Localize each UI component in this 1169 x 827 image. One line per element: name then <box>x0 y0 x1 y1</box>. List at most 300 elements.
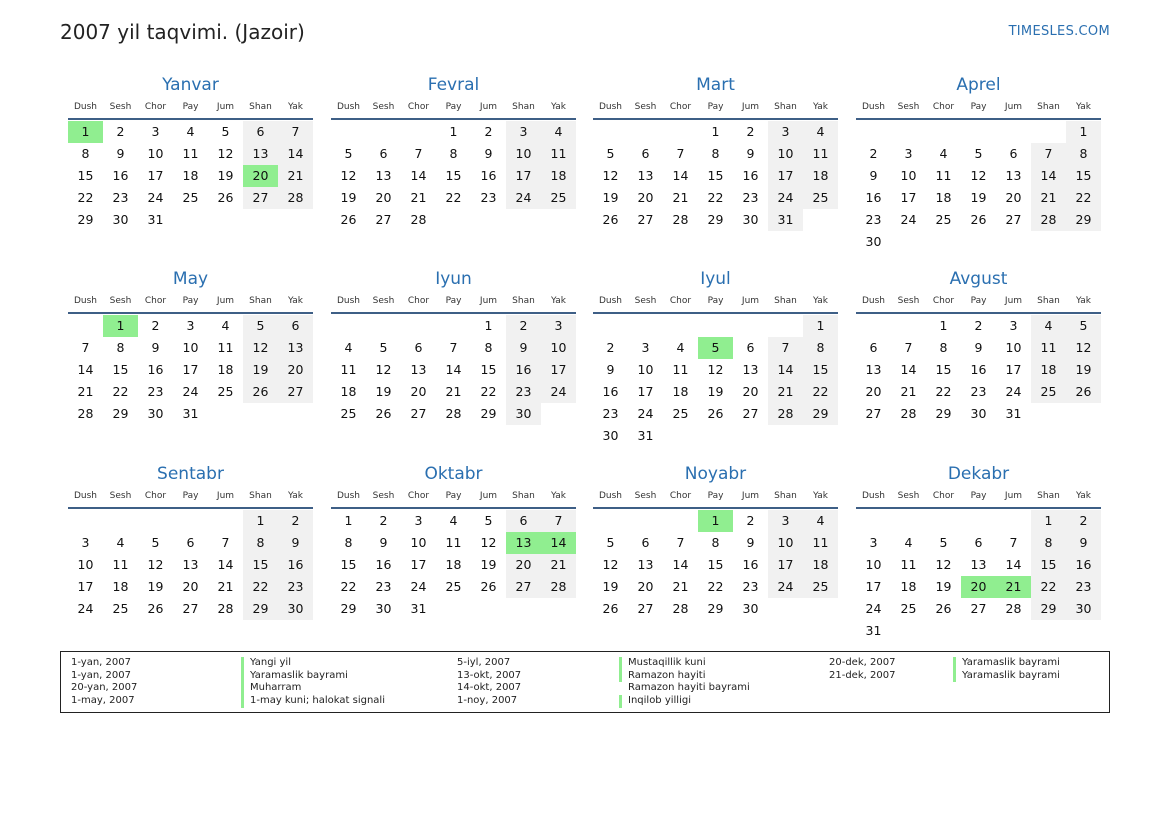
day-cell: 26 <box>217 190 234 205</box>
day-grid <box>68 510 313 620</box>
day-cell: 14 <box>77 362 94 377</box>
day-cell: 7 <box>541 510 576 532</box>
day-cell: 2 <box>151 318 160 333</box>
day-cell: 9 <box>379 535 388 550</box>
day-cell: 19 <box>480 557 497 572</box>
day-cell: 17 <box>506 165 541 187</box>
day-cell: 24 <box>506 187 541 209</box>
day-cell: 27 <box>1005 212 1022 227</box>
weekday-label: Jum <box>479 296 498 306</box>
weekday-header <box>856 96 1101 120</box>
day-cell: 31 <box>182 406 199 421</box>
day-cell: 5 <box>606 146 615 161</box>
holiday-day: 13 <box>506 532 541 554</box>
day-cell: 14 <box>768 359 803 381</box>
day-cell: 4 <box>541 121 576 143</box>
day-cell: 12 <box>243 337 278 359</box>
day-cell: 30 <box>375 601 392 616</box>
weekday-label: Dush <box>861 296 886 306</box>
day-cell: 28 <box>672 212 689 227</box>
day-cell: 11 <box>1031 337 1066 359</box>
day-cell: 15 <box>1031 554 1066 576</box>
day-cell: 22 <box>1031 576 1066 598</box>
empty-cell <box>926 121 961 143</box>
day-cell: 25 <box>182 190 199 205</box>
weekday-label: Chor <box>407 491 430 501</box>
day-cell: 30 <box>1066 598 1101 620</box>
day-cell: 12 <box>375 362 392 377</box>
day-grid <box>593 315 838 447</box>
day-cell: 27 <box>410 406 427 421</box>
weekday-header <box>856 485 1101 509</box>
weekday-label: Pay <box>182 491 199 501</box>
day-cell: 22 <box>243 576 278 598</box>
day-cell: 17 <box>182 362 199 377</box>
legend-date: 20-yan, 2007 <box>71 682 138 694</box>
weekday-label: Yak <box>551 102 566 112</box>
day-cell: 30 <box>742 601 759 616</box>
day-cell: 12 <box>480 535 497 550</box>
month-avgust <box>856 268 1101 425</box>
weekday-label: Yak <box>551 296 566 306</box>
day-cell: 5 <box>939 535 948 550</box>
empty-cell <box>856 315 891 337</box>
day-cell: 2 <box>379 513 388 528</box>
day-cell: 16 <box>742 557 759 572</box>
weekday-label: Yak <box>813 102 828 112</box>
weekday-label: Sesh <box>109 102 132 112</box>
empty-cell <box>961 510 996 532</box>
day-cell: 25 <box>112 601 129 616</box>
day-cell: 9 <box>1066 532 1101 554</box>
day-cell: 3 <box>904 146 913 161</box>
day-cell: 11 <box>182 146 199 161</box>
day-cell: 30 <box>602 428 619 443</box>
day-cell: 27 <box>865 406 882 421</box>
legend-date: 1-yan, 2007 <box>71 657 131 668</box>
day-cell: 13 <box>865 362 882 377</box>
day-cell: 24 <box>541 381 576 403</box>
weekday-label: Pay <box>182 296 199 306</box>
day-cell: 2 <box>116 124 125 139</box>
weekday-label: Sesh <box>634 296 657 306</box>
day-grid <box>856 510 1101 642</box>
weekday-label: Sesh <box>634 102 657 112</box>
day-cell: 12 <box>970 168 987 183</box>
weekday-label: Jum <box>741 296 760 306</box>
day-cell: 8 <box>939 340 948 355</box>
day-cell: 23 <box>375 579 392 594</box>
day-cell: 7 <box>414 146 423 161</box>
day-cell: 11 <box>900 557 917 572</box>
empty-cell <box>208 510 243 532</box>
day-cell: 5 <box>344 146 353 161</box>
weekday-label: Dush <box>861 102 886 112</box>
day-cell: 15 <box>480 362 497 377</box>
day-cell: 9 <box>746 535 755 550</box>
legend-holiday-name: Mustaqillik kuni <box>619 657 750 670</box>
weekday-label: Jum <box>216 491 235 501</box>
empty-cell <box>436 315 471 337</box>
day-cell: 19 <box>602 579 619 594</box>
empty-cell <box>856 510 891 532</box>
empty-cell <box>138 510 173 532</box>
day-cell: 10 <box>410 535 427 550</box>
day-cell: 23 <box>278 576 313 598</box>
empty-cell <box>628 121 663 143</box>
day-cell: 26 <box>340 212 357 227</box>
weekday-label: Sesh <box>372 102 395 112</box>
day-cell: 19 <box>707 384 724 399</box>
empty-cell <box>401 121 436 143</box>
day-cell: 17 <box>900 190 917 205</box>
day-cell: 30 <box>742 212 759 227</box>
weekday-label: Pay <box>970 102 987 112</box>
empty-cell <box>331 315 366 337</box>
day-cell: 3 <box>81 535 90 550</box>
day-cell: 7 <box>1031 143 1066 165</box>
day-cell: 6 <box>278 315 313 337</box>
day-cell: 3 <box>506 121 541 143</box>
site-link[interactable]: TIMESLES.COM <box>1008 24 1110 39</box>
weekday-header <box>593 290 838 314</box>
day-cell: 10 <box>768 143 803 165</box>
day-cell: 18 <box>340 384 357 399</box>
day-cell: 4 <box>1031 315 1066 337</box>
day-cell: 21 <box>672 579 689 594</box>
day-grid <box>856 121 1101 253</box>
weekday-label: Chor <box>144 102 167 112</box>
day-cell: 9 <box>116 146 125 161</box>
day-cell: 17 <box>541 359 576 381</box>
day-cell: 11 <box>112 557 129 572</box>
day-cell: 10 <box>147 146 164 161</box>
day-cell: 8 <box>803 337 838 359</box>
weekday-label: Dush <box>73 102 98 112</box>
day-cell: 13 <box>742 362 759 377</box>
day-cell: 2 <box>746 124 755 139</box>
month-name: Sentabr <box>157 464 224 484</box>
day-cell: 24 <box>900 212 917 227</box>
day-cell: 14 <box>410 168 427 183</box>
day-grid <box>593 121 838 231</box>
day-cell: 19 <box>340 190 357 205</box>
day-cell: 2 <box>746 513 755 528</box>
legend-holiday-name: Ramazon hayiti bayrami <box>628 682 750 694</box>
day-cell: 30 <box>278 598 313 620</box>
day-cell: 11 <box>803 532 838 554</box>
day-cell: 9 <box>974 340 983 355</box>
weekday-label: Pay <box>182 102 199 112</box>
empty-cell <box>366 315 401 337</box>
day-cell: 22 <box>340 579 357 594</box>
weekday-header <box>331 96 576 120</box>
day-cell: 30 <box>865 234 882 249</box>
day-cell: 9 <box>606 362 615 377</box>
legend-date: 5-iyl, 2007 <box>457 657 511 668</box>
day-cell: 26 <box>480 579 497 594</box>
day-cell: 5 <box>606 535 615 550</box>
weekday-label: Dush <box>861 491 886 501</box>
day-cell: 15 <box>803 359 838 381</box>
month-oktabr <box>331 463 576 620</box>
weekday-label: Sesh <box>109 491 132 501</box>
empty-cell <box>856 121 891 143</box>
day-cell: 25 <box>672 406 689 421</box>
holiday-legend <box>60 651 1110 713</box>
legend-dates-column <box>457 657 521 708</box>
month-name: Iyul <box>700 269 731 289</box>
day-cell: 17 <box>768 554 803 576</box>
day-cell: 14 <box>217 557 234 572</box>
day-cell: 28 <box>672 601 689 616</box>
day-cell: 13 <box>182 557 199 572</box>
day-cell: 16 <box>278 554 313 576</box>
empty-cell <box>926 510 961 532</box>
day-grid <box>68 121 313 231</box>
day-cell: 28 <box>768 403 803 425</box>
day-cell: 24 <box>147 190 164 205</box>
day-cell: 6 <box>506 510 541 532</box>
weekday-label: Shan <box>249 296 272 306</box>
day-cell: 18 <box>672 384 689 399</box>
weekday-label: Pay <box>707 296 724 306</box>
day-cell: 3 <box>869 535 878 550</box>
day-cell: 30 <box>506 403 541 425</box>
day-cell: 21 <box>768 381 803 403</box>
day-cell: 2 <box>606 340 615 355</box>
day-cell: 31 <box>865 623 882 638</box>
weekday-label: Pay <box>445 102 462 112</box>
day-cell: 27 <box>506 576 541 598</box>
day-cell: 2 <box>278 510 313 532</box>
day-cell: 8 <box>711 535 720 550</box>
day-cell: 26 <box>602 601 619 616</box>
day-cell: 1 <box>484 318 493 333</box>
day-cell: 20 <box>742 384 759 399</box>
day-cell: 1 <box>939 318 948 333</box>
day-cell: 25 <box>803 576 838 598</box>
legend-date: 1-yan, 2007 <box>71 669 131 681</box>
weekday-label: Chor <box>932 296 955 306</box>
day-cell: 7 <box>676 146 685 161</box>
month-name: Aprel <box>956 75 1001 95</box>
day-cell: 4 <box>939 146 948 161</box>
weekday-label: Jum <box>216 296 235 306</box>
day-cell: 21 <box>541 554 576 576</box>
day-cell: 6 <box>641 146 650 161</box>
day-cell: 8 <box>116 340 125 355</box>
day-cell: 23 <box>1066 576 1101 598</box>
day-cell: 13 <box>637 168 654 183</box>
day-cell: 6 <box>746 340 755 355</box>
empty-cell <box>663 510 698 532</box>
weekday-label: Yak <box>1076 296 1091 306</box>
day-cell: 24 <box>182 384 199 399</box>
day-cell: 26 <box>602 212 619 227</box>
month-mart <box>593 74 838 231</box>
weekday-label: Jum <box>1004 296 1023 306</box>
day-cell: 19 <box>243 359 278 381</box>
day-cell: 14 <box>278 143 313 165</box>
empty-cell <box>698 315 733 337</box>
empty-cell <box>593 315 628 337</box>
legend-dates-column <box>829 657 895 682</box>
weekday-label: Jum <box>1004 102 1023 112</box>
weekday-label: Shan <box>1037 491 1060 501</box>
day-cell: 23 <box>506 381 541 403</box>
empty-cell <box>366 121 401 143</box>
day-cell: 19 <box>935 579 952 594</box>
weekday-label: Dush <box>598 491 623 501</box>
day-cell: 10 <box>541 337 576 359</box>
day-cell: 16 <box>602 384 619 399</box>
empty-cell <box>733 315 768 337</box>
day-cell: 3 <box>186 318 195 333</box>
day-cell: 27 <box>182 601 199 616</box>
day-cell: 21 <box>410 190 427 205</box>
day-cell: 28 <box>541 576 576 598</box>
day-cell: 28 <box>217 601 234 616</box>
day-cell: 3 <box>541 315 576 337</box>
weekday-label: Yak <box>813 296 828 306</box>
month-aprel <box>856 74 1101 253</box>
day-cell: 23 <box>480 190 497 205</box>
day-cell: 15 <box>935 362 952 377</box>
day-cell: 25 <box>217 384 234 399</box>
weekday-label: Pay <box>445 296 462 306</box>
day-cell: 29 <box>340 601 357 616</box>
day-cell: 29 <box>707 601 724 616</box>
day-cell: 6 <box>974 535 983 550</box>
empty-cell <box>961 121 996 143</box>
day-cell: 27 <box>742 406 759 421</box>
day-cell: 20 <box>410 384 427 399</box>
weekday-label: Shan <box>774 102 797 112</box>
legend-date: 20-dek, 2007 <box>829 657 896 668</box>
weekday-label: Chor <box>669 296 692 306</box>
holiday-day: 1 <box>698 510 733 532</box>
legend-holiday-name: Yaramaslik bayrami <box>953 657 1060 670</box>
weekday-label: Shan <box>774 491 797 501</box>
day-cell: 29 <box>1031 598 1066 620</box>
day-cell: 13 <box>243 143 278 165</box>
day-cell: 1 <box>1066 121 1101 143</box>
day-cell: 1 <box>711 124 720 139</box>
legend-holiday-name: Inqilob yilligi <box>619 695 750 708</box>
day-cell: 17 <box>77 579 94 594</box>
weekday-label: Shan <box>1037 296 1060 306</box>
legend-holiday-name: Yaramaslik bayrami <box>953 670 1060 683</box>
month-name: Avgust <box>949 269 1008 289</box>
month-sentabr <box>68 463 313 620</box>
empty-cell <box>768 315 803 337</box>
month-name: Oktabr <box>424 464 483 484</box>
day-cell: 29 <box>707 212 724 227</box>
day-cell: 12 <box>217 146 234 161</box>
day-cell: 27 <box>637 601 654 616</box>
day-cell: 29 <box>77 212 94 227</box>
empty-cell <box>996 121 1031 143</box>
day-cell: 13 <box>375 168 392 183</box>
weekday-label: Chor <box>932 491 955 501</box>
day-cell: 14 <box>672 168 689 183</box>
day-cell: 31 <box>637 428 654 443</box>
weekday-label: Pay <box>707 491 724 501</box>
day-cell: 31 <box>768 209 803 231</box>
day-cell: 7 <box>1009 535 1018 550</box>
month-noyabr <box>593 463 838 620</box>
day-cell: 1 <box>243 510 278 532</box>
day-cell: 1 <box>803 315 838 337</box>
day-cell: 5 <box>1066 315 1101 337</box>
day-cell: 16 <box>865 190 882 205</box>
day-cell: 4 <box>676 340 685 355</box>
weekday-label: Yak <box>813 491 828 501</box>
day-cell: 3 <box>768 510 803 532</box>
empty-cell <box>628 510 663 532</box>
day-cell: 26 <box>375 406 392 421</box>
empty-cell <box>593 510 628 532</box>
day-cell: 12 <box>147 557 164 572</box>
day-cell: 28 <box>1031 209 1066 231</box>
weekday-label: Jum <box>479 102 498 112</box>
day-cell: 26 <box>935 601 952 616</box>
day-cell: 11 <box>340 362 357 377</box>
day-cell: 24 <box>865 601 882 616</box>
holiday-day: 20 <box>243 165 278 187</box>
day-cell: 12 <box>602 557 619 572</box>
month-dekabr <box>856 463 1101 642</box>
weekday-label: Shan <box>249 102 272 112</box>
day-cell: 23 <box>602 406 619 421</box>
day-cell: 29 <box>243 598 278 620</box>
day-cell: 4 <box>803 510 838 532</box>
empty-cell <box>663 121 698 143</box>
day-cell: 14 <box>900 362 917 377</box>
legend-date: 14-okt, 2007 <box>457 682 522 694</box>
day-cell: 27 <box>278 381 313 403</box>
day-cell: 28 <box>900 406 917 421</box>
legend-holiday-name: Yangi yil <box>241 657 385 670</box>
weekday-label: Chor <box>932 102 955 112</box>
day-cell: 18 <box>935 190 952 205</box>
day-cell: 19 <box>1066 359 1101 381</box>
day-cell: 28 <box>278 187 313 209</box>
day-cell: 10 <box>865 557 882 572</box>
weekday-label: Dush <box>336 296 361 306</box>
weekday-label: Sesh <box>897 491 920 501</box>
day-cell: 21 <box>445 384 462 399</box>
weekday-label: Dush <box>73 296 98 306</box>
day-cell: 24 <box>77 601 94 616</box>
day-cell: 24 <box>768 576 803 598</box>
day-cell: 11 <box>672 362 689 377</box>
day-cell: 25 <box>1031 381 1066 403</box>
day-cell: 2 <box>974 318 983 333</box>
weekday-label: Shan <box>512 491 535 501</box>
day-cell: 31 <box>147 212 164 227</box>
day-cell: 15 <box>1066 165 1101 187</box>
day-cell: 5 <box>243 315 278 337</box>
day-cell: 30 <box>112 212 129 227</box>
weekday-header <box>331 485 576 509</box>
day-cell: 5 <box>379 340 388 355</box>
day-cell: 7 <box>81 340 90 355</box>
day-cell: 25 <box>900 601 917 616</box>
day-grid <box>593 510 838 620</box>
day-cell: 9 <box>484 146 493 161</box>
